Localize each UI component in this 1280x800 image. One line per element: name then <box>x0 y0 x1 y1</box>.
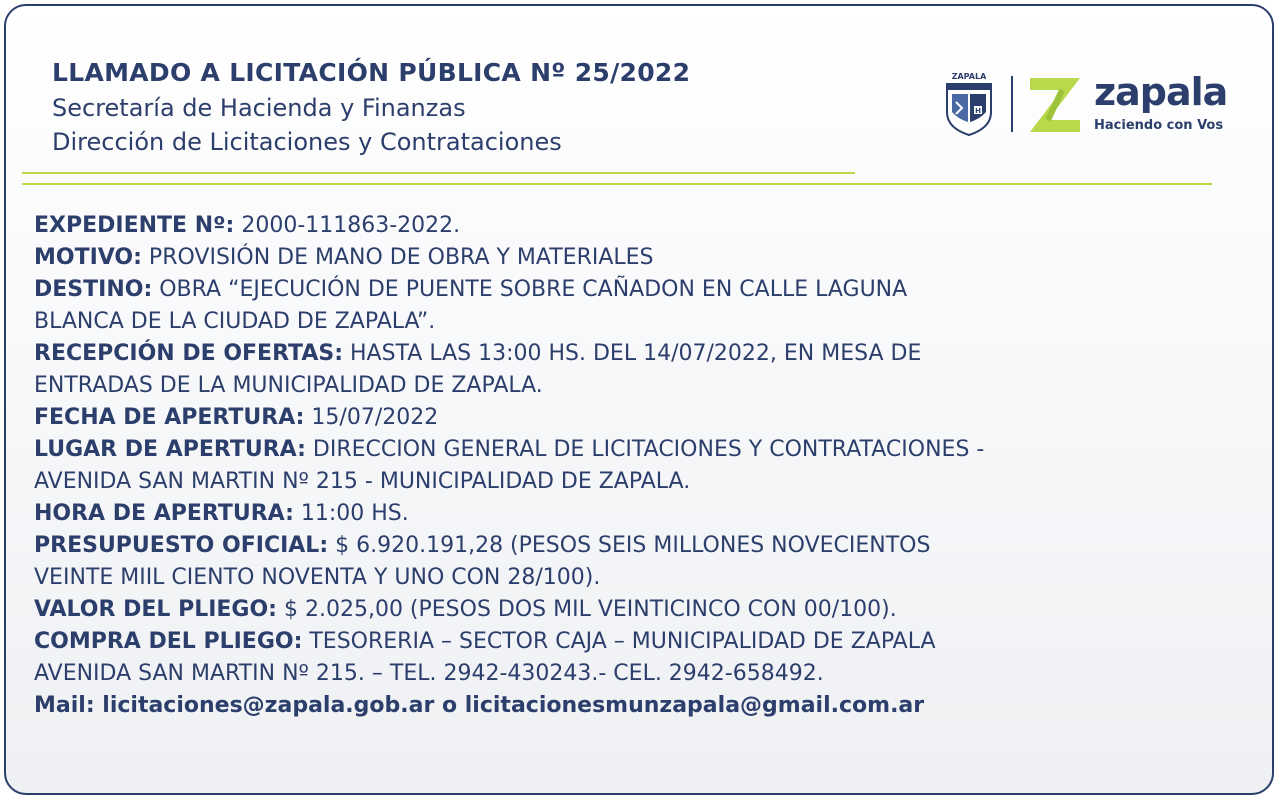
fecha-apertura-value: 15/07/2022 <box>304 405 439 430</box>
lugar-apertura-value: DIRECCION GENERAL DE LICITACIONES Y CONTRATACIONES - <box>305 437 985 462</box>
presupuesto-row <box>34 530 1234 562</box>
notice-card <box>4 4 1274 795</box>
presupuesto-row-cont: VEINTE MIIL CIENTO NOVENTA Y UNO CON 28/100). <box>34 565 601 590</box>
motivo-label: MOTIVO: <box>34 245 142 270</box>
valor-pliego-row <box>34 594 1234 626</box>
destino-row-cont: BLANCA DE LA CIUDAD DE ZAPALA”. <box>34 309 436 334</box>
motivo-row <box>34 242 1234 274</box>
destino-row <box>34 274 1234 306</box>
brand-tagline: Haciendo con Vos <box>1094 118 1224 133</box>
fecha-apertura-label: FECHA DE APERTURA: <box>34 405 305 430</box>
destino-label: DESTINO: <box>34 277 153 302</box>
hora-apertura-value: 11:00 HS. <box>293 501 409 526</box>
expediente-row <box>34 210 1234 242</box>
presupuesto-value: $ 6.920.191,28 (PESOS SEIS MILLONES NOVECIENTOS <box>328 533 931 558</box>
compra-pliego-value: TESORERIA – SECTOR CAJA – MUNICIPALIDAD DE ZAPALA <box>302 629 936 654</box>
recepcion-value: HASTA LAS 13:00 HS. DEL 14/07/2022, EN MESA DE <box>343 341 922 366</box>
recepcion-row <box>34 338 1234 370</box>
divider-long <box>22 183 1212 185</box>
svg-text:H: H <box>975 107 981 115</box>
valor-pliego-label: VALOR DEL PLIEGO: <box>34 597 277 622</box>
direccion-subtitle: Dirección de Licitaciones y Contrataciones <box>52 128 562 156</box>
notice-body <box>34 210 1234 722</box>
shield-label: ZAPALA <box>951 72 987 81</box>
destino-value: OBRA “EJECUCIÓN DE PUENTE SOBRE CAÑADON EN CALLE LAGUNA <box>152 277 908 302</box>
recepcion-row-cont: ENTRADAS DE LA MUNICIPALIDAD DE ZAPALA. <box>34 373 543 398</box>
divider-short <box>22 172 855 174</box>
expediente-value: 2000-111863-2022. <box>234 213 461 238</box>
motivo-value: PROVISIÓN DE MANO DE OBRA Y MATERIALES <box>141 245 654 270</box>
secretaria-subtitle: Secretaría de Hacienda y Finanzas <box>52 94 466 122</box>
compra-pliego-row <box>34 626 1234 658</box>
compra-pliego-row-cont: AVENIDA SAN MARTIN Nº 215. – TEL. 2942-430243.- CEL. 2942-658492. <box>34 661 824 686</box>
fecha-apertura-row <box>34 402 1234 434</box>
mail-line[interactable]: Mail: licitaciones@zapala.gob.ar o licitacionesmunzapala@gmail.com.ar <box>34 693 925 718</box>
notice-title: LLAMADO A LICITACIÓN PÚBLICA Nº 25/2022 <box>52 58 691 87</box>
logo-divider <box>1011 76 1013 132</box>
logo-group <box>944 72 1244 144</box>
valor-pliego-value: $ 2.025,00 (PESOS DOS MIL VEINTICINCO CON 00/100). <box>276 597 897 622</box>
lugar-apertura-row-cont: AVENIDA SAN MARTIN Nº 215 - MUNICIPALIDAD DE ZAPALA. <box>34 469 691 494</box>
recepcion-label: RECEPCIÓN DE OFERTAS: <box>34 341 343 366</box>
zapala-shield-icon <box>944 72 994 136</box>
lugar-apertura-label: LUGAR DE APERTURA: <box>34 437 306 462</box>
expediente-label: EXPEDIENTE Nº: <box>34 213 235 238</box>
lugar-apertura-row <box>34 434 1234 466</box>
zapala-z-icon <box>1026 74 1084 136</box>
compra-pliego-label: COMPRA DEL PLIEGO: <box>34 629 303 654</box>
zapala-brand: zapala <box>1094 70 1228 114</box>
hora-apertura-row <box>34 498 1234 530</box>
hora-apertura-label: HORA DE APERTURA: <box>34 501 294 526</box>
presupuesto-label: PRESUPUESTO OFICIAL: <box>34 533 329 558</box>
